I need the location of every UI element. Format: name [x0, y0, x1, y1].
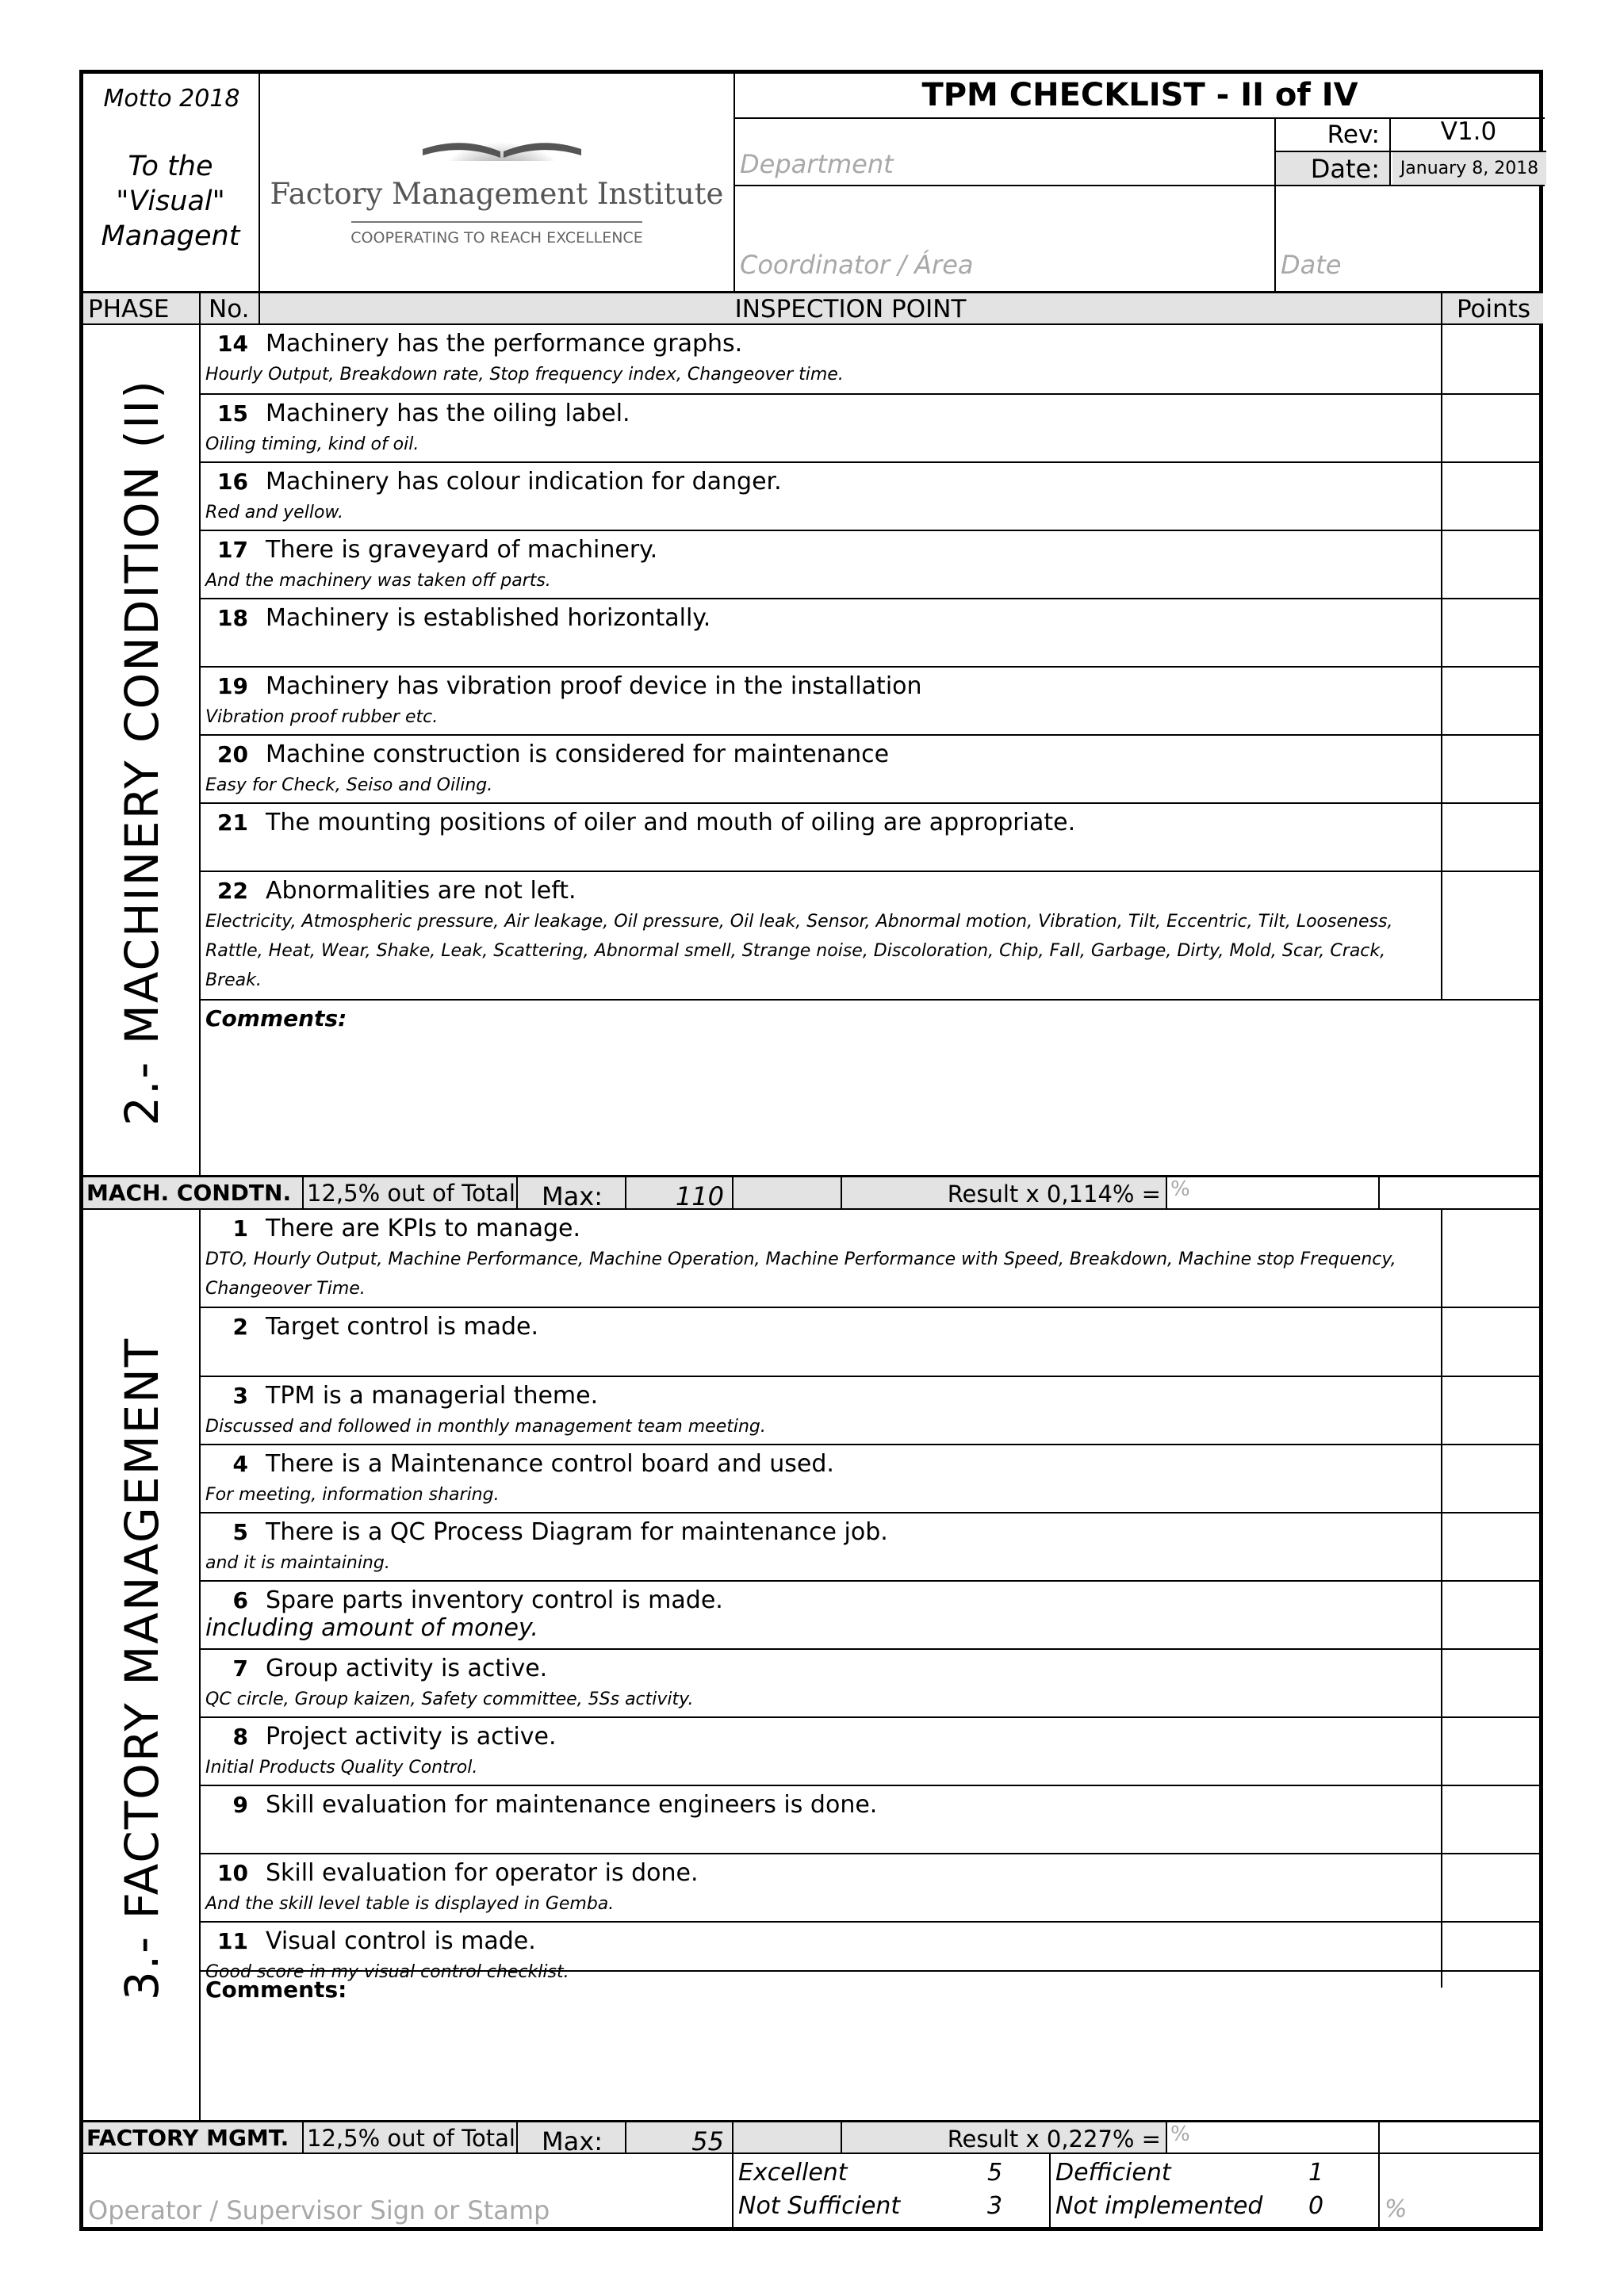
section1-items: [201, 325, 1543, 999]
item-number: 6: [232, 1587, 248, 1613]
item-note: And the machinery was taken off parts.: [205, 571, 551, 591]
item-text: There are KPIs to manage.: [266, 1215, 580, 1242]
item-text: There is graveyard of machinery.: [266, 536, 658, 564]
phase-header-cell: [83, 293, 201, 323]
item-text: Machinery has the oiling label.: [266, 400, 630, 427]
column-header-row: [83, 291, 1543, 325]
item-note: And the skill level table is displayed in Gemba.: [205, 1894, 615, 1914]
item-title: [216, 1518, 888, 1546]
sign-cell[interactable]: [83, 2154, 733, 2231]
s2-max-label-cell: [518, 2122, 626, 2156]
item-number: 11: [217, 1928, 248, 1954]
item-title: [216, 1655, 547, 1682]
item-number: 8: [232, 1724, 248, 1750]
points-input-cell[interactable]: [1441, 1718, 1543, 1786]
checklist-item-row: [201, 325, 1543, 393]
item-note: Initial Products Quality Control.: [205, 1758, 478, 1777]
item-number: 17: [217, 537, 248, 563]
item-note: Hourly Output, Breakdown rate, Stop frequency index, Changeover time.: [205, 365, 844, 385]
s2-max-value-cell: [626, 2122, 733, 2156]
points-input-cell[interactable]: [1441, 1854, 1543, 1923]
s1-points-total-cell[interactable]: [1380, 1177, 1543, 1208]
item-title: [216, 1450, 834, 1478]
section2-comments-label: Comments:: [205, 1976, 347, 2003]
checklist-item-row: [201, 393, 1543, 461]
institute-name: Factory Management Institute: [270, 177, 724, 211]
checklist-item-row: [201, 1716, 1543, 1785]
section2-comments[interactable]: [201, 1970, 1543, 2120]
s1-summary-name-cell: [83, 1177, 304, 1208]
section1-phase-title: 2.- MACHINERY CONDITION (II): [115, 379, 169, 1126]
points-input-cell[interactable]: [1441, 668, 1543, 736]
s1-max-value-cell: [626, 1177, 733, 1211]
item-note: Oiling timing, kind of oil.: [205, 434, 419, 454]
item-text: Machinery is established horizontally.: [266, 604, 711, 632]
item-number: 2: [232, 1314, 248, 1340]
points-input-cell[interactable]: [1441, 1210, 1543, 1307]
points-header-cell: [1441, 293, 1543, 323]
legend-right: [1051, 2154, 1380, 2231]
item-text: Spare parts inventory control is made.: [266, 1586, 723, 1614]
motto-year: Motto 2018: [103, 85, 240, 113]
legend-excellent-value: 5: [987, 2159, 1003, 2187]
item-title: [216, 1859, 699, 1887]
item-number: 18: [217, 605, 248, 631]
item-text: Visual control is made.: [266, 1927, 536, 1955]
s2-percent-sign: %: [1170, 2122, 1190, 2146]
points-input-cell[interactable]: [1441, 325, 1543, 393]
section2-phase-title: 3.- FACTORY MANAGEMENT: [115, 1337, 169, 2001]
item-text: There is a QC Process Diagram for maintenance job.: [266, 1518, 888, 1546]
legend-not-sufficient-label: Not Sufficient: [738, 2192, 901, 2220]
no-header: No.: [209, 295, 250, 323]
motto-box: [83, 74, 260, 291]
s1-summary-name: MACH. CONDTN.: [86, 1180, 292, 1206]
section2-items: [201, 1210, 1543, 1982]
date-value-cell: [1392, 152, 1546, 185]
s2-result-value-cell[interactable]: [1167, 2122, 1380, 2152]
rev-value: V1.0: [1440, 117, 1497, 146]
phase-header: PHASE: [88, 295, 170, 323]
item-note: Red and yellow.: [205, 503, 343, 522]
item-text: Skill evaluation for operator is done.: [266, 1859, 699, 1887]
s2-weight-cell: [304, 2122, 518, 2152]
points-input-cell[interactable]: [1441, 1786, 1543, 1854]
s1-max-value: 110: [675, 1181, 724, 1211]
s1-max-label: Max:: [542, 1181, 603, 1211]
checklist-item-row: [201, 871, 1543, 999]
item-text: Machine construction is considered for maintenance: [266, 740, 890, 768]
points-input-cell[interactable]: [1441, 736, 1543, 804]
checklist-item-row: [201, 1210, 1543, 1307]
date-field-cell: [1274, 185, 1545, 291]
points-header: Points: [1456, 295, 1531, 323]
points-input-cell[interactable]: [1441, 463, 1543, 531]
item-title: [216, 1723, 557, 1751]
points-input-cell[interactable]: [1441, 1308, 1543, 1377]
s1-result-label: Result x 0,114% =: [947, 1181, 1161, 1207]
inspection-header-cell: [260, 293, 1441, 323]
points-input-cell[interactable]: [1441, 1445, 1543, 1513]
checklist-item-row: [201, 1785, 1543, 1853]
date-field[interactable]: Date: [1281, 250, 1342, 280]
s2-result-label: Result x 0,227% =: [947, 2126, 1161, 2152]
motto-text: To the "Visual" Managent: [101, 151, 240, 252]
institute-logo-box: [260, 74, 733, 291]
points-input-cell[interactable]: [1441, 1582, 1543, 1650]
s1-max-label-cell: [518, 1177, 626, 1211]
legend-not-sufficient-value: 3: [987, 2192, 1003, 2220]
item-title: [216, 809, 1075, 836]
date-value: January 8, 2018: [1400, 159, 1539, 178]
s1-percent-sign: %: [1170, 1177, 1190, 1201]
item-number: 15: [217, 400, 248, 427]
item-title: [216, 1313, 538, 1341]
item-title: [216, 604, 710, 632]
checklist-item-row: [201, 1853, 1543, 1921]
legend-left: [733, 2154, 1051, 2231]
checklist-item-row: [201, 666, 1543, 734]
points-input-cell[interactable]: [1441, 1377, 1543, 1445]
checklist-item-row: [201, 530, 1543, 598]
s1-weight-cell: [304, 1177, 518, 1208]
legend-defficient-label: Defficient: [1055, 2159, 1171, 2187]
item-number: 7: [232, 1655, 248, 1682]
item-title: [216, 400, 630, 427]
item-number: 10: [217, 1860, 248, 1886]
item-text: Skill evaluation for maintenance engineers is done.: [266, 1791, 878, 1819]
no-header-cell: [201, 293, 260, 323]
item-text: Machinery has the performance graphs.: [266, 330, 743, 358]
item-note: Electricity, Atmospheric pressure, Air leakage, Oil pressure, Oil leak, Sensor, Abnormal motion, Vibration, Tilt, Eccentric, Tilt, Looseness, Rattle, Heat, Wear, Shake, Leak, Scattering, Abnormal smell, Strange noise, Discoloration, Chip, Fall, Garbage, Dirty, Mold, Scar, Crack, Break.: [205, 912, 1393, 990]
item-text: TPM is a managerial theme.: [266, 1382, 599, 1410]
section2-summary-row: [83, 2120, 1543, 2154]
section1-comments-label: Comments:: [205, 1005, 347, 1031]
section1-summary-row: [83, 1175, 1543, 1210]
points-input-cell[interactable]: [1441, 1513, 1543, 1582]
item-number: 4: [232, 1451, 248, 1477]
rev-label-cell: [1276, 117, 1391, 151]
item-text: Target control is made.: [266, 1313, 539, 1341]
date-label: Date:: [1310, 154, 1380, 184]
item-note: Vibration proof rubber etc.: [205, 707, 439, 727]
department-field[interactable]: Department: [740, 149, 894, 179]
s2-result-label-cell: [842, 2122, 1167, 2152]
legend-not-implemented-label: Not implemented: [1055, 2192, 1263, 2220]
legend-not-implemented-value: 0: [1308, 2192, 1324, 2220]
footer-row: [83, 2154, 1543, 2231]
checklist-title: TPM CHECKLIST - II of IV: [921, 77, 1358, 113]
item-number: 3: [232, 1383, 248, 1409]
institute-logo-icon: [415, 105, 589, 161]
s2-weight: 12,5% out of Total: [307, 2125, 515, 2152]
item-number: 5: [232, 1519, 248, 1545]
checklist-item-row: [201, 1444, 1543, 1512]
item-note: DTO, Hourly Output, Machine Performance, Machine Operation, Machine Performance with Speed, Breakdown, Machine stop Frequency, Changeover Time.: [205, 1249, 1396, 1299]
item-note: QC circle, Group kaizen, Safety committee, 5Ss activity.: [205, 1689, 694, 1709]
item-note: For meeting, information sharing.: [205, 1485, 500, 1505]
checklist-item-row: [201, 1648, 1543, 1716]
sign-placeholder: Operator / Supervisor Sign or Stamp: [88, 2195, 550, 2225]
rev-label: Rev:: [1327, 121, 1380, 149]
s1-result-value-cell[interactable]: [1167, 1177, 1380, 1208]
section1-phase-cell: [83, 325, 201, 1175]
item-number: 1: [232, 1215, 248, 1242]
item-title: [216, 877, 576, 905]
item-text: Group activity is active.: [266, 1655, 548, 1682]
s2-points-total-cell[interactable]: [1380, 2122, 1543, 2152]
s2-max-value: 55: [691, 2126, 724, 2156]
inspection-header: INSPECTION POINT: [734, 295, 967, 323]
item-text: Machinery has colour indication for danger.: [266, 468, 782, 496]
checklist-item-row: [201, 598, 1543, 666]
item-number: 14: [217, 331, 248, 357]
item-number: 9: [232, 1792, 248, 1818]
legend-defficient-value: 1: [1308, 2159, 1324, 2187]
item-note: Easy for Check, Seiso and Oiling.: [205, 775, 493, 795]
points-input-cell[interactable]: [1441, 1650, 1543, 1718]
item-note: and it is maintaining.: [205, 1553, 390, 1573]
grand-total-cell[interactable]: [1380, 2154, 1543, 2231]
points-input-cell[interactable]: [1441, 599, 1543, 668]
s1-weight: 12,5% out of Total: [307, 1180, 515, 1207]
grand-total-percent: %: [1385, 2195, 1408, 2223]
section1-comments[interactable]: [201, 999, 1543, 1175]
item-text: The mounting positions of oiler and mouth of oiling are appropriate.: [266, 809, 1076, 836]
item-note: Discussed and followed in monthly management team meeting.: [205, 1417, 766, 1437]
points-input-cell[interactable]: [1441, 395, 1543, 463]
item-title: [216, 1586, 723, 1614]
checklist-item-row: [201, 734, 1543, 802]
item-text: Project activity is active.: [266, 1723, 557, 1751]
s1-blank-cell: [733, 1177, 842, 1208]
legend-excellent-label: Excellent: [738, 2159, 848, 2187]
s2-summary-name: FACTORY MGMT.: [86, 2125, 289, 2151]
item-title: [216, 468, 782, 496]
item-note: Good score in my visual control checklist.: [205, 1962, 569, 1982]
s1-result-label-cell: [842, 1177, 1167, 1208]
item-title: [216, 1927, 536, 1955]
s2-summary-name-cell: [83, 2122, 304, 2152]
item-title: [216, 536, 657, 564]
institute-tagline: COOPERATING TO REACH EXCELLENCE: [350, 229, 643, 247]
item-number: 16: [217, 469, 248, 495]
checklist-item-row: [201, 1376, 1543, 1444]
points-input-cell[interactable]: [1441, 872, 1543, 1001]
item-title: [216, 1791, 877, 1819]
item-title: [216, 1382, 598, 1410]
checklist-item-row: [201, 1580, 1543, 1648]
item-title: [216, 672, 922, 700]
item-note: including amount of money.: [205, 1614, 538, 1642]
item-number: 20: [217, 741, 248, 767]
points-input-cell[interactable]: [1441, 804, 1543, 872]
item-number: 19: [217, 673, 248, 699]
s2-max-label: Max:: [542, 2126, 603, 2156]
item-text: Abnormalities are not left.: [266, 877, 576, 905]
logo-divider: [351, 221, 642, 223]
item-title: [216, 740, 889, 768]
date-label-cell: [1276, 152, 1391, 185]
coordinator-field[interactable]: Coordinator / Área: [740, 250, 974, 280]
item-title: [216, 1215, 580, 1242]
checklist-item-row: [201, 802, 1543, 871]
title-block: [733, 74, 1543, 291]
checklist-item-row: [201, 1512, 1543, 1580]
item-number: 22: [217, 878, 248, 904]
item-title: [216, 330, 742, 358]
checklist-form: [79, 70, 1543, 2231]
points-input-cell[interactable]: [1441, 531, 1543, 599]
item-text: There is a Maintenance control board and used.: [266, 1450, 834, 1478]
item-text: Machinery has vibration proof device in the installation: [266, 672, 922, 700]
checklist-item-row: [201, 461, 1543, 530]
rev-date-box: [1274, 117, 1545, 185]
checklist-item-row: [201, 1307, 1543, 1376]
item-number: 21: [217, 809, 248, 836]
s2-blank-cell: [733, 2122, 842, 2152]
section2-phase-cell: [83, 1210, 201, 2120]
